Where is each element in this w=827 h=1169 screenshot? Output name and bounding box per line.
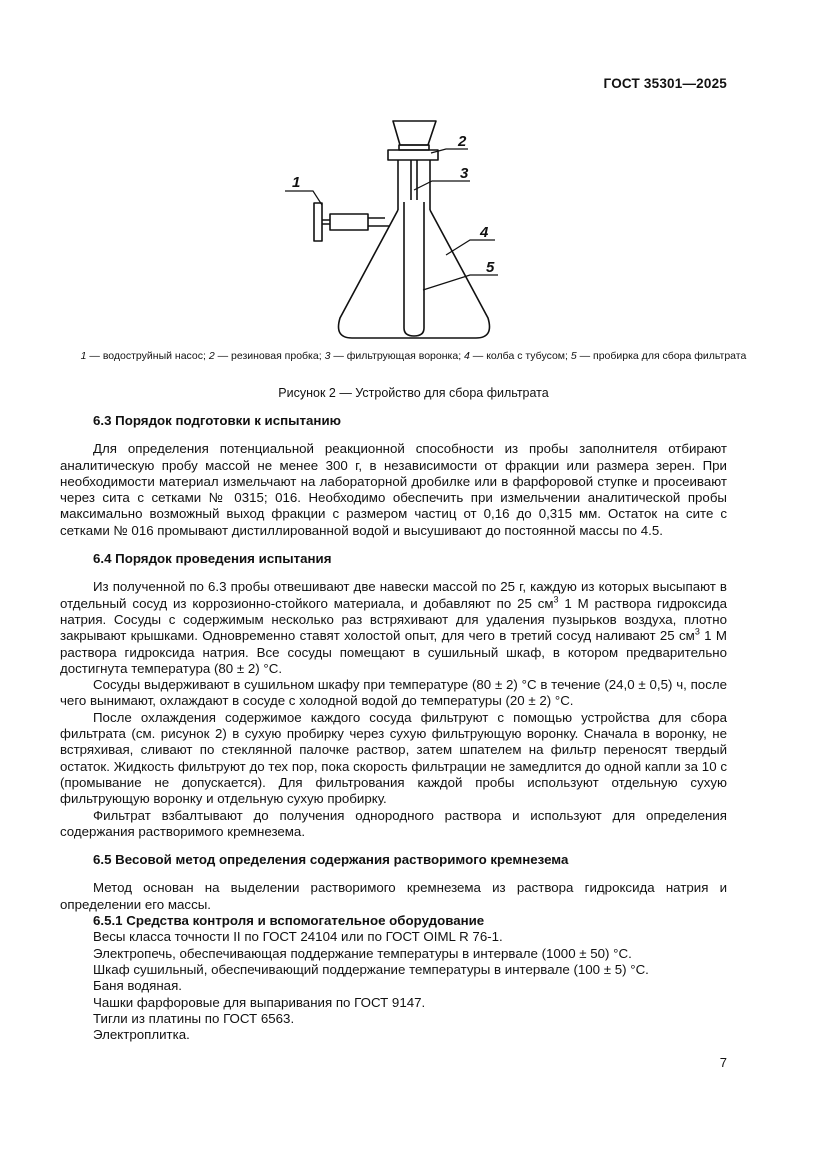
section-6-5-1-heading: 6.5.1 Средства контроля и вспомогательное оборудование [93,913,485,929]
section-6-4-paragraph-1: Из полученной по 6.3 пробы отвешивают две навески массой по 25 г, каждую из которых высыпают в отдельный сосуд из коррозионно-стойкого материала, и добавляют по 25 $см^3$ 1 М раствора гидроксида натрия. Сосуды с содержимым несколько раз встряхивают для удаления пузырьков воздуха, плотно закрывают крышками. Одновременно ставят холостой опыт, для чего в третий сосуд наливают 25 $см^3$ 1 М раствора гидроксида натрия. Все сосуды помещают в сушильный шкаф, в котором предварительно достигнута температура (80 ± 2) °С. [60,579,727,676]
document-code: ГОСТ 35301—2025 [603,76,727,91]
figure-label-5: 5 [486,259,495,276]
section-6-5-paragraph: Метод основан на выделении растворимого кремнезема из раствора гидроксида натрия и определении его массы. [60,880,727,912]
figure-label-2: 2 [458,133,467,150]
figure-label-4: 4 [480,224,489,241]
water-pump-icon [314,203,322,241]
section-6-4-heading: 6.4 Порядок проведения испытания [93,551,332,567]
equipment-item: Электропечь, обеспечивающая поддержание температуры в интервале (1000 ± 50) °С. [93,945,632,961]
equipment-item: Шкаф сушильный, обеспечивающий поддержание температуры в интервале (100 ± 5) °С. [93,961,649,977]
section-6-3-paragraph: Для определения потенциальной реакционной способности из пробы заполнителя отбирают аналитическую пробу массой не менее 300 г, в независимости от фракции или размера зерен. При необходимости материал измельчают на лабораторной дробилке или в фарфоровой ступке и просеивают через сита с сетками № 0315; 016. Необходимо обеспечить при измельчении аналитической пробы максимально возможный выход фракции с размером частиц от 0,16 до 0,315 мм. Остаток на сите с сетками № 016 промывают дистиллированной водой и высушивают до постоянной массы по 4.5. [60,441,727,538]
figure-label-3: 3 [460,165,469,182]
figure-label-1: 1 [292,174,301,191]
equipment-item: Баня водяная. [93,978,182,994]
funnel-icon [393,121,436,145]
section-6-4-paragraph-2: Сосуды выдерживают в сушильном шкафу при температуре (80 ± 2) °С в течение (24,0 ± 0,5) ч, после чего вынимают, охлаждают в сосуде с холодной водой до температуры (20 ± 2) °С. [60,677,727,709]
section-6-5-heading: 6.5 Весовой метод определения содержания растворимого кремнезема [93,852,569,868]
equipment-item: Весы класса точности II по ГОСТ 24104 или по ГОСТ OIML R 76-1. [93,929,503,945]
equipment-item: Электроплитка. [93,1027,190,1043]
figure-caption: Рисунок 2 — Устройство для сбора фильтрата [278,386,549,400]
document-body [60,413,727,1043]
section-6-3-heading: 6.3 Порядок подготовки к испытанию [93,413,341,428]
test-tube-icon [404,202,424,336]
equipment-item: Чашки фарфоровые для выпаривания по ГОСТ 9147. [93,994,426,1010]
page-number: 7 [719,1055,727,1070]
rubber-stopper-icon [388,150,438,160]
figure-legend: 1 — водоструйный насос; 2 — резиновая пробка; 3 — фильтрующая воронка; 4 — колба с тубусом; 5 — пробирка для сбора фильтрата [80,350,747,362]
filtrate-apparatus-diagram [0,112,827,352]
equipment-item: Тигли из платины по ГОСТ 6563. [93,1010,295,1026]
section-6-4-paragraph-4: Фильтрат взбалтывают до получения однородного раствора и используют для определения содержания растворимого кремнезема. [60,807,727,839]
section-6-4-paragraph-3: После охлаждения содержимое каждого сосуда фильтруют с помощью устройства для сбора фильтрата (см. рисунок 2) в сухую пробирку через сухую фильтрующую воронку. Сначала в воронку, не встряхивая, сливают по стеклянной палочке раствор, затем шпателем на фильтр переносят твердый остаток. Жидкость фильтруют до тех пор, пока скорость фильтрации не замедлится до одной капли за 10 с (промывание не допускается). Для фильтрования каждой пробы используют отдельную сухую фильтрующую воронку и отдельную сухую пробирку. [60,709,727,807]
